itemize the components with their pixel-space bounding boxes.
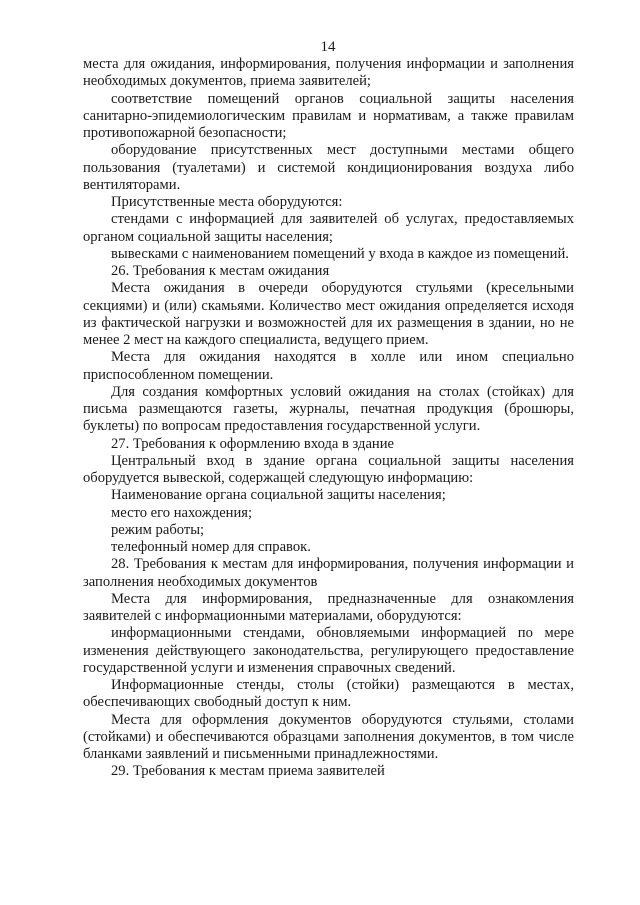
- paragraph-work-schedule: режим работы;: [111, 521, 205, 538]
- paragraph-stands: стендами с информацией для заявителей об услугах, предоставляемых органом социальной защиты населения;: [83, 211, 574, 245]
- paragraph-location: место его нахождения;: [111, 504, 253, 521]
- document-body: [83, 56, 574, 781]
- paragraph-places-equipped: Присутственные места оборудуются:: [111, 194, 343, 210]
- section-heading-28: 28. Требования к местам для информирования, получения информации и заполнения необходимых документов: [83, 556, 574, 590]
- paragraph-information-stands: информационными стендами, обновляемыми информацией по мере изменения действующего законодательства, регулирующего предоставление государственной услуги и изменения справочных сведений.: [83, 625, 574, 676]
- paragraph-signs: вывесками с наименованием помещений у входа в каждое из помещений.: [111, 245, 569, 262]
- paragraph-document-forms: Места для оформления документов оборудуются стульями, столами (стойками) и обеспечиваются образцами заполнения документов, в том числе бланками заявлений и письменными принадлежностями.: [83, 711, 574, 762]
- section-heading-27: 27. Требования к оформлению входа в здание: [111, 435, 395, 452]
- paragraph-phone: телефонный номер для справок.: [111, 539, 311, 555]
- paragraph-organ-name: Наименование органа социальной защиты населения;: [111, 487, 446, 504]
- section-heading-26: 26. Требования к местам ожидания: [111, 263, 330, 279]
- paragraph-waiting-hall: Места для ожидания находятся в холле или ином специально приспособленном помещении.: [83, 349, 574, 383]
- paragraph-places-list-continuation: места для ожидания, информирования, получения информации и заполнения необходимых документов, приема заявителей;: [83, 56, 574, 90]
- paragraph-free-access: Информационные стенды, столы (стойки) размещаются в местах, обеспечивающих свободный доступ к ним.: [83, 677, 574, 711]
- paragraph-waiting-seats: Места ожидания в очереди оборудуются стульями (кресельными секциями) и (или) скамьями. Количество мест ожидания определяется исходя из фактической нагрузки и возможностей для их размещения в здании, но не менее 2 мест на каждого специалиста, ведущего прием.: [83, 280, 574, 348]
- paragraph-central-entrance: Центральный вход в здание органа социальной защиты населения оборудуется вывеской, содержащей следующую информацию:: [83, 452, 574, 486]
- section-heading-29: 29. Требования к местам приема заявителей: [111, 763, 385, 780]
- paragraph-information-places: Места для информирования, предназначенные для ознакомления заявителей с информационными материалами, оборудуются:: [83, 590, 574, 624]
- page-number: 14: [320, 39, 336, 55]
- paragraph-sanitary-compliance: соответствие помещений органов социальной защиты населения санитарно-эпидемиологическим правилам и нормативам, а также правилам противопожарной безопасности;: [83, 90, 574, 141]
- paragraph-equipment: оборудование присутственных мест доступными местами общего пользования (туалетами) и системой кондиционирования воздуха либо вентиляторами.: [83, 142, 574, 193]
- paragraph-comfort-conditions: Для создания комфортных условий ожидания на столах (стойках) для письма размещаются газеты, журналы, печатная продукция (брошюры, буклеты) по вопросам предоставления государственной услуги.: [83, 383, 574, 435]
